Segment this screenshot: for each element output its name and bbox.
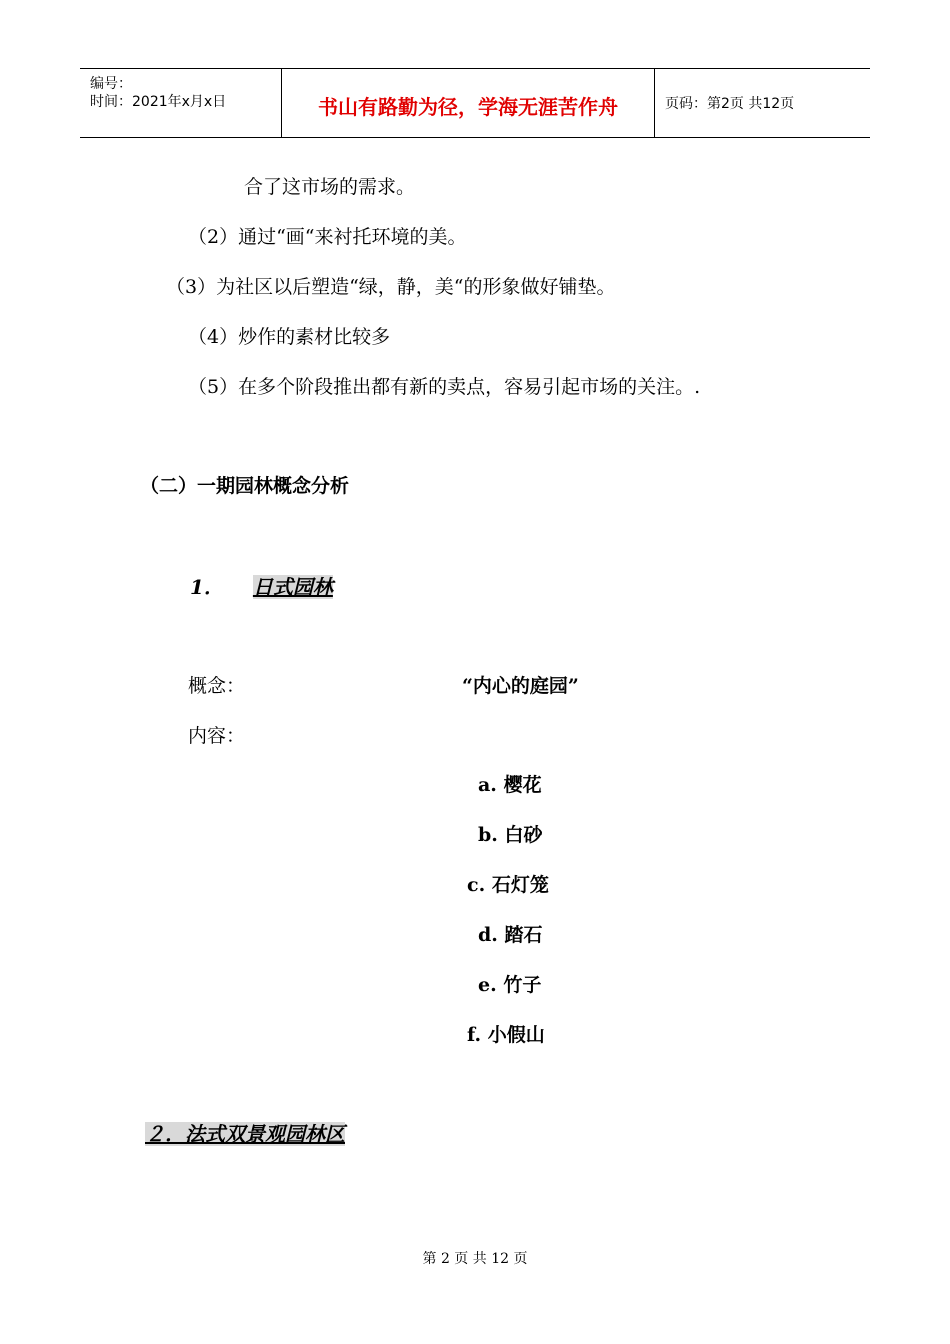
header-meta-cell: [80, 69, 282, 137]
concept-value: “内心的庭园”: [462, 675, 579, 697]
list-item-marker: b.: [478, 824, 498, 846]
concept-label: 概念：: [188, 675, 246, 697]
subsection-1-title: 日式园林: [252, 575, 333, 599]
list-item-text: 小假山: [487, 1024, 545, 1046]
list-item-text: 白砂: [504, 824, 543, 846]
list-item-marker: e.: [478, 974, 497, 996]
list-item-marker: a.: [478, 774, 497, 796]
list-item-text: 竹子: [503, 974, 542, 996]
paragraph-line-1: 合了这市场的需求。: [244, 176, 416, 198]
subsection-2-title: ２．法式双景观园林区: [145, 1122, 345, 1146]
list-item: [478, 970, 541, 997]
header-motto-cell: [282, 69, 655, 137]
header-motto: 书山有路勤为径，学海无涯苦作舟: [318, 95, 618, 119]
list-item-text: 樱花: [503, 774, 542, 796]
document-number-label: 编号：: [90, 76, 132, 92]
paragraph-line-5: （5）在多个阶段推出都有新的卖点，容易引起市场的关注。.: [188, 376, 701, 398]
list-item-text: 踏石: [504, 924, 543, 946]
list-item-marker: d.: [478, 924, 498, 946]
subsection-2-heading: [145, 1118, 345, 1147]
header-page-info: 页码：第2页 共12页: [665, 96, 795, 112]
list-item-marker: f.: [467, 1024, 482, 1046]
document-time-label: 时间：2021年x月x日: [90, 94, 227, 110]
list-item: [478, 770, 542, 797]
paragraph-line-4: （4）炒作的素材比较多: [188, 326, 391, 348]
paragraph-line-2: （2）通过“画“来衬托环境的美。: [188, 226, 467, 248]
list-item: [478, 920, 543, 947]
subsection-1-number: 1．: [190, 575, 224, 599]
paragraph-line-3: （3）为社区以后塑造“绿，静，美“的形象做好铺垫。: [166, 276, 616, 298]
header-page-cell: [655, 69, 870, 137]
list-item: [478, 820, 543, 847]
page-footer: 第 2 页 共 12 页: [422, 1251, 528, 1267]
section-heading: （二）一期园林概念分析: [140, 475, 350, 497]
list-item: [467, 1020, 545, 1047]
page-header: [80, 68, 870, 138]
list-item-text: 石灯笼: [491, 874, 549, 896]
list-item-marker: c.: [467, 874, 486, 896]
subsection-1-heading: [190, 571, 333, 600]
content-label: 内容：: [188, 725, 246, 747]
list-item: [467, 870, 549, 897]
